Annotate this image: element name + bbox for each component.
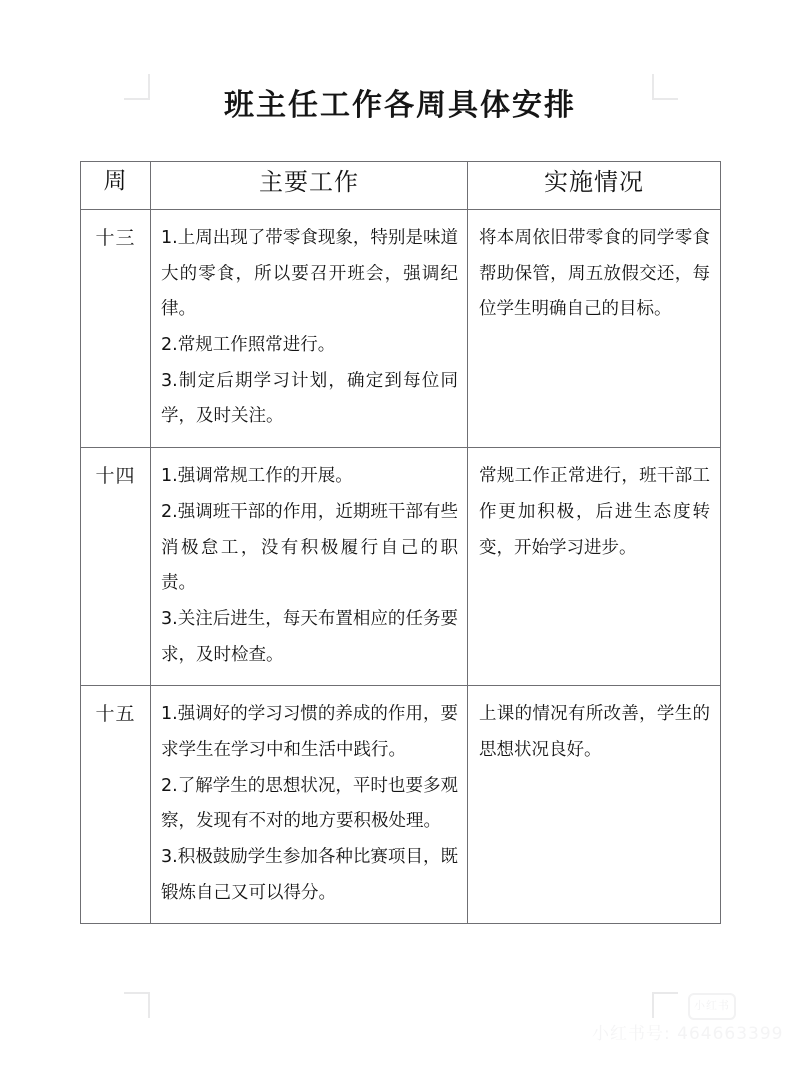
main-work-cell	[151, 448, 468, 686]
table-row	[81, 448, 721, 686]
table-row	[81, 210, 721, 448]
implementation-text: 常规工作正常进行，班干部工作更加积极，后进生态度转变，开始学习进步。	[479, 466, 710, 558]
work-item: 1.强调常规工作的开展。	[161, 466, 353, 487]
work-item: 2.了解学生的思想状况，平时也要多观察，发现有不对的地方要积极处理。	[161, 775, 458, 832]
xiaohongshu-account-watermark: 小红书号: 464663399	[592, 1024, 784, 1044]
work-item: 3.制定后期学习计划，确定到每位同学，及时关注。	[161, 370, 458, 427]
page-title: 班主任工作各周具体安排	[224, 88, 576, 123]
main-work-cell	[151, 686, 468, 924]
main-work-cell	[151, 210, 468, 448]
week-number-cell: 十五	[81, 686, 151, 924]
work-item: 2.常规工作照常进行。	[161, 335, 336, 356]
xiaohongshu-logo-watermark: 小红书	[688, 993, 736, 1020]
implementation-text: 将本周依旧带零食的同学零食帮助保管，周五放假交还，每位学生明确自己的目标。	[479, 228, 710, 320]
implementation-cell	[468, 448, 721, 686]
implementation-cell	[468, 210, 721, 448]
week-number-cell: 十三	[81, 210, 151, 448]
week-number-cell: 十四	[81, 448, 151, 686]
column-header-main-work: 主要工作	[151, 162, 468, 210]
table-body	[81, 210, 721, 924]
crop-mark-bottom-left	[124, 992, 150, 1018]
implementation-cell	[468, 686, 721, 924]
work-item: 2.强调班干部的作用，近期班干部有些消极怠工，没有积极履行自己的职责。	[161, 501, 458, 594]
column-header-week: 周	[81, 162, 151, 210]
table-header	[81, 162, 721, 210]
work-item: 1.强调好的学习习惯的养成的作用，要求学生在学习中和生活中践行。	[161, 704, 458, 760]
table-header-row	[81, 162, 721, 210]
work-item: 3.积极鼓励学生参加各种比赛项目，既锻炼自己又可以得分。	[161, 847, 458, 903]
weekly-schedule-table	[80, 161, 721, 924]
table-row	[81, 686, 721, 924]
crop-mark-bottom-right	[652, 992, 678, 1018]
work-item: 1.上周出现了带零食现象，特别是味道大的零食，所以要召开班会，强调纪律。	[161, 228, 458, 320]
implementation-text: 上课的情况有所改善，学生的思想状况良好。	[479, 704, 710, 760]
column-header-implementation: 实施情况	[468, 162, 721, 210]
work-item: 3.关注后进生，每天布置相应的任务要求，及时检查。	[161, 608, 458, 665]
